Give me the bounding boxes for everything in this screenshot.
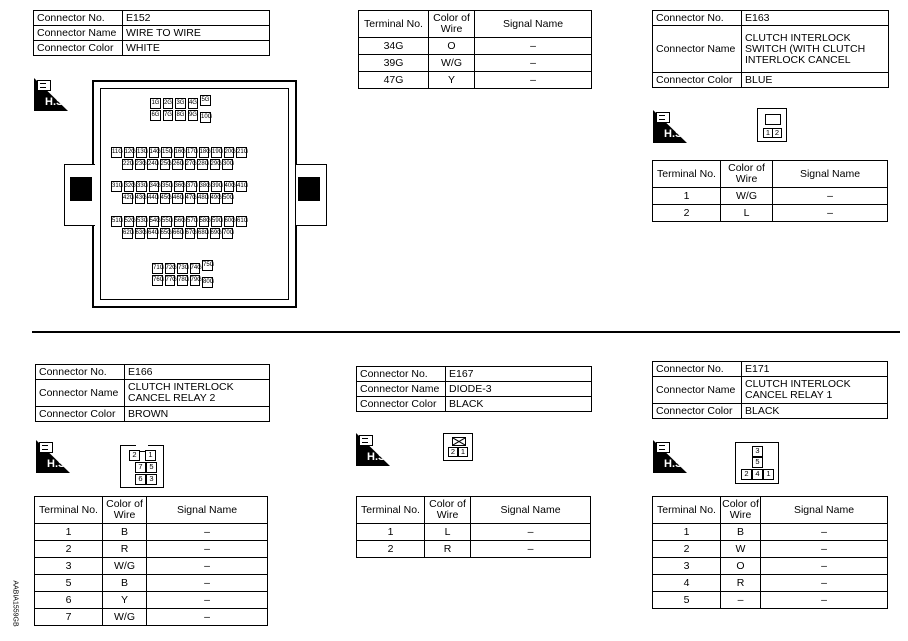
wire-color-cell: Y bbox=[429, 72, 475, 89]
terminal-row bbox=[653, 575, 888, 592]
wire-color-cell: B bbox=[103, 524, 147, 541]
terminal-row bbox=[653, 205, 888, 222]
e152-info-table bbox=[33, 10, 270, 56]
terminal-row bbox=[357, 524, 591, 541]
terminal-no-cell: 34G bbox=[359, 38, 429, 55]
pin-24g: 24G bbox=[147, 159, 158, 170]
pin-46g: 46G bbox=[172, 193, 183, 204]
connector-color-label: Connector Color bbox=[34, 41, 123, 56]
pin-2: 2 bbox=[129, 450, 140, 461]
pin-2: 2 bbox=[448, 447, 458, 457]
pin-19g: 19G bbox=[211, 147, 222, 158]
connector-color-label: Connector Color bbox=[36, 407, 125, 422]
pin-75g: 75G bbox=[202, 260, 213, 271]
connector-lock-right bbox=[298, 177, 320, 201]
pin-58g: 58G bbox=[199, 216, 210, 227]
connector-color-value: WHITE bbox=[123, 41, 270, 56]
terminal-row bbox=[35, 524, 268, 541]
terminal-row bbox=[35, 609, 268, 626]
signal-name-cell: – bbox=[761, 524, 888, 541]
pin-67g: 67G bbox=[185, 228, 196, 239]
pin-52g: 52G bbox=[124, 216, 135, 227]
e163-terminal-table bbox=[652, 160, 888, 222]
connector-color-label: Connector Color bbox=[357, 397, 446, 412]
pin-68g: 68G bbox=[197, 228, 208, 239]
wire-color-cell: Y bbox=[103, 592, 147, 609]
signal-name-header: Signal Name bbox=[773, 161, 888, 188]
pin-39g: 39G bbox=[211, 181, 222, 192]
signal-name-cell: – bbox=[475, 38, 592, 55]
pin-3: 3 bbox=[146, 474, 157, 485]
e166-info-table bbox=[35, 364, 270, 422]
color-of-wire-header: Color of Wire bbox=[103, 497, 147, 524]
signal-name-cell: – bbox=[471, 524, 591, 541]
pin-18g: 18G bbox=[199, 147, 210, 158]
signal-name-cell: – bbox=[475, 55, 592, 72]
signal-name-cell: – bbox=[761, 575, 888, 592]
pin-33g: 33G bbox=[136, 181, 147, 192]
signal-name-cell: – bbox=[147, 609, 268, 626]
pin-17g: 17G bbox=[186, 147, 197, 158]
pin-4: 4 bbox=[752, 469, 763, 480]
terminal-no-header: Terminal No. bbox=[359, 11, 429, 38]
pin-64g: 64G bbox=[147, 228, 158, 239]
pin-45g: 45G bbox=[160, 193, 171, 204]
pin-11g: 11G bbox=[111, 147, 122, 158]
connector-name-value: WIRE TO WIRE bbox=[123, 26, 270, 41]
connector-no-value: E163 bbox=[742, 11, 889, 26]
wire-color-cell: O bbox=[429, 38, 475, 55]
pin-9g: 9G bbox=[188, 110, 199, 121]
signal-name-cell: – bbox=[475, 72, 592, 89]
pin-7: 7 bbox=[135, 462, 146, 473]
terminal-row bbox=[653, 541, 888, 558]
connector-no-label: Connector No. bbox=[36, 365, 125, 380]
pin-25g: 25G bbox=[160, 159, 171, 170]
connector-color-value: BLACK bbox=[742, 404, 888, 419]
pin-1: 1 bbox=[458, 447, 468, 457]
pin-65g: 65G bbox=[160, 228, 171, 239]
wire-color-cell: – bbox=[721, 592, 761, 609]
terminal-no-header: Terminal No. bbox=[653, 497, 721, 524]
pin-55g: 55G bbox=[161, 216, 172, 227]
pin-43g: 43G bbox=[135, 193, 146, 204]
pin-6: 6 bbox=[135, 474, 146, 485]
connector-name-value: CLUTCH INTERLOCK SWITCH (WITH CLUTCH INTERLOCK CANCEL bbox=[742, 26, 889, 73]
pin-57g: 57G bbox=[186, 216, 197, 227]
terminal-no-cell: 47G bbox=[359, 72, 429, 89]
terminal-row bbox=[653, 524, 888, 541]
pin-1: 1 bbox=[145, 450, 156, 461]
terminal-row bbox=[359, 55, 592, 72]
figure-code: AABIA1559GB bbox=[11, 580, 19, 627]
pin-50g: 50G bbox=[222, 193, 233, 204]
pin-5: 5 bbox=[146, 462, 157, 473]
pin-44g: 44G bbox=[147, 193, 158, 204]
pin-32g: 32G bbox=[124, 181, 135, 192]
pin-36g: 36G bbox=[174, 181, 185, 192]
wire-color-cell: B bbox=[721, 524, 761, 541]
pin-5g: 5G bbox=[200, 95, 211, 106]
connector-no-label: Connector No. bbox=[357, 367, 446, 382]
terminal-row bbox=[653, 558, 888, 575]
pin-1: 1 bbox=[763, 128, 773, 138]
terminal-no-cell: 2 bbox=[35, 541, 103, 558]
pin-69g: 69G bbox=[210, 228, 221, 239]
terminal-row bbox=[35, 592, 268, 609]
e163-info-table bbox=[652, 10, 889, 88]
connector-name-label: Connector Name bbox=[36, 380, 125, 407]
signal-name-cell: – bbox=[147, 558, 268, 575]
pin-38g: 38G bbox=[199, 181, 210, 192]
signal-name-header: Signal Name bbox=[475, 11, 592, 38]
terminal-no-header: Terminal No. bbox=[653, 161, 721, 188]
pin-34g: 34G bbox=[149, 181, 160, 192]
color-of-wire-header: Color of Wire bbox=[721, 497, 761, 524]
pin-49g: 49G bbox=[210, 193, 221, 204]
pin-66g: 66G bbox=[172, 228, 183, 239]
pin-13g: 13G bbox=[136, 147, 147, 158]
pin-16g: 16G bbox=[174, 147, 185, 158]
terminal-row bbox=[653, 188, 888, 205]
wire-color-cell: L bbox=[425, 524, 471, 541]
terminal-no-cell: 2 bbox=[653, 205, 721, 222]
signal-name-header: Signal Name bbox=[147, 497, 268, 524]
pin-78g: 78G bbox=[177, 275, 188, 286]
wire-color-cell: O bbox=[721, 558, 761, 575]
e167-terminal-table bbox=[356, 496, 591, 558]
terminal-no-cell: 3 bbox=[35, 558, 103, 575]
pin-28g: 28G bbox=[197, 159, 208, 170]
signal-name-cell: – bbox=[147, 541, 268, 558]
signal-name-cell: – bbox=[761, 558, 888, 575]
signal-name-cell: – bbox=[761, 541, 888, 558]
wire-color-cell: R bbox=[425, 541, 471, 558]
pin-77g: 77G bbox=[165, 275, 176, 286]
terminal-row bbox=[35, 541, 268, 558]
color-of-wire-header: Color of Wire bbox=[721, 161, 773, 188]
pin-29g: 29G bbox=[210, 159, 221, 170]
pin-2: 2 bbox=[741, 469, 752, 480]
connector-name-label: Connector Name bbox=[357, 382, 446, 397]
signal-name-cell: – bbox=[147, 592, 268, 609]
signal-name-cell: – bbox=[773, 188, 888, 205]
terminal-no-cell: 1 bbox=[653, 188, 721, 205]
wire-color-cell: W/G bbox=[103, 558, 147, 575]
connector-color-value: BROWN bbox=[125, 407, 270, 422]
terminal-no-cell: 2 bbox=[357, 541, 425, 558]
connector-face-e163 bbox=[757, 108, 787, 142]
terminal-row bbox=[359, 38, 592, 55]
terminal-no-cell: 1 bbox=[653, 524, 721, 541]
pin-2: 2 bbox=[772, 128, 782, 138]
connector-face-e171 bbox=[735, 442, 779, 484]
terminal-no-cell: 6 bbox=[35, 592, 103, 609]
pin-37g: 37G bbox=[186, 181, 197, 192]
wire-color-cell: R bbox=[103, 541, 147, 558]
terminal-row bbox=[35, 575, 268, 592]
connector-no-value: E166 bbox=[125, 365, 270, 380]
pin-56g: 56G bbox=[174, 216, 185, 227]
connector-no-value: E152 bbox=[123, 11, 270, 26]
hs-icon: H.S. bbox=[34, 78, 68, 111]
pin-63g: 63G bbox=[135, 228, 146, 239]
wire-color-cell: L bbox=[721, 205, 773, 222]
e171-terminal-table bbox=[652, 496, 888, 609]
hs-icon: H.S. bbox=[653, 110, 687, 143]
signal-name-cell: – bbox=[147, 575, 268, 592]
pin-70g: 70G bbox=[222, 228, 233, 239]
pin-40g: 40G bbox=[224, 181, 235, 192]
connector-no-label: Connector No. bbox=[653, 362, 742, 377]
terminal-row bbox=[653, 592, 888, 609]
wire-color-cell: W/G bbox=[429, 55, 475, 72]
pin-73g: 73G bbox=[177, 263, 188, 274]
connector-name-value: DIODE-3 bbox=[446, 382, 592, 397]
terminal-no-cell: 39G bbox=[359, 55, 429, 72]
terminal-no-header: Terminal No. bbox=[35, 497, 103, 524]
wire-color-cell: R bbox=[721, 575, 761, 592]
section-divider bbox=[32, 331, 900, 333]
pin-10g: 10G bbox=[200, 112, 211, 123]
pin-74g: 74G bbox=[190, 263, 201, 274]
pin-20g: 20G bbox=[224, 147, 235, 158]
terminal-no-cell: 4 bbox=[653, 575, 721, 592]
pin-47g: 47G bbox=[185, 193, 196, 204]
pin-59g: 59G bbox=[211, 216, 222, 227]
pin-2g: 2G bbox=[163, 98, 174, 109]
signal-name-cell: – bbox=[147, 524, 268, 541]
terminal-no-cell: 2 bbox=[653, 541, 721, 558]
connector-name-label: Connector Name bbox=[34, 26, 123, 41]
signal-name-header: Signal Name bbox=[761, 497, 888, 524]
connector-name-label: Connector Name bbox=[653, 377, 742, 404]
connector-name-value: CLUTCH INTERLOCK CANCEL RELAY 1 bbox=[742, 377, 888, 404]
pin-62g: 62G bbox=[122, 228, 133, 239]
terminal-no-header: Terminal No. bbox=[357, 497, 425, 524]
e171-info-table bbox=[652, 361, 888, 419]
pin-6g: 6G bbox=[150, 110, 161, 121]
pin-7g: 7G bbox=[163, 110, 174, 121]
pin-76g: 76G bbox=[152, 275, 163, 286]
connector-name-value: CLUTCH INTERLOCK CANCEL RELAY 2 bbox=[125, 380, 270, 407]
hs-icon: H.S. bbox=[356, 433, 390, 466]
pin-72g: 72G bbox=[165, 263, 176, 274]
terminal-no-cell: 3 bbox=[653, 558, 721, 575]
hs-icon: H.S. bbox=[36, 440, 70, 473]
pin-53g: 53G bbox=[136, 216, 147, 227]
signal-name-cell: – bbox=[761, 592, 888, 609]
pin-79g: 79G bbox=[190, 275, 201, 286]
e167-info-table bbox=[356, 366, 592, 412]
color-of-wire-header: Color of Wire bbox=[429, 11, 475, 38]
pin-80g: 80G bbox=[202, 277, 213, 288]
pin-21g: 21G bbox=[236, 147, 247, 158]
connector-face-e167 bbox=[443, 433, 473, 461]
wire-color-cell: B bbox=[103, 575, 147, 592]
connector-name-label: Connector Name bbox=[653, 26, 742, 73]
connector-face-e166 bbox=[120, 445, 164, 488]
connector-color-label: Connector Color bbox=[653, 404, 742, 419]
wire-color-cell: W/G bbox=[103, 609, 147, 626]
connector-color-value: BLUE bbox=[742, 73, 889, 88]
pin-23g: 23G bbox=[135, 159, 146, 170]
terminal-row bbox=[35, 558, 268, 575]
pin-1: 1 bbox=[763, 469, 774, 480]
e152-terminal-table bbox=[358, 10, 592, 89]
connector-no-label: Connector No. bbox=[34, 11, 123, 26]
terminal-row bbox=[359, 72, 592, 89]
pin-71g: 71G bbox=[152, 263, 163, 274]
pin-3: 3 bbox=[752, 446, 763, 457]
connector-no-value: E167 bbox=[446, 367, 592, 382]
pin-30g: 30G bbox=[222, 159, 233, 170]
pin-1g: 1G bbox=[150, 98, 161, 109]
wire-color-cell: W/G bbox=[721, 188, 773, 205]
signal-name-header: Signal Name bbox=[471, 497, 591, 524]
terminal-no-cell: 7 bbox=[35, 609, 103, 626]
terminal-no-cell: 1 bbox=[35, 524, 103, 541]
color-of-wire-header: Color of Wire bbox=[425, 497, 471, 524]
pin-60g: 60G bbox=[224, 216, 235, 227]
connector-lock-left bbox=[70, 177, 92, 201]
pin-51g: 51G bbox=[111, 216, 122, 227]
terminal-no-cell: 1 bbox=[357, 524, 425, 541]
hs-icon: H.S. bbox=[653, 440, 687, 473]
pin-5: 5 bbox=[752, 457, 763, 468]
pin-15g: 15G bbox=[161, 147, 172, 158]
pin-4g: 4G bbox=[188, 98, 199, 109]
pin-14g: 14G bbox=[149, 147, 160, 158]
diode-symbol-icon bbox=[452, 437, 466, 446]
signal-name-cell: – bbox=[773, 205, 888, 222]
e166-terminal-table bbox=[34, 496, 268, 626]
connector-no-value: E171 bbox=[742, 362, 888, 377]
pin-35g: 35G bbox=[161, 181, 172, 192]
connector-color-label: Connector Color bbox=[653, 73, 742, 88]
pin-54g: 54G bbox=[149, 216, 160, 227]
pin-12g: 12G bbox=[124, 147, 135, 158]
pin-41g: 41G bbox=[236, 181, 247, 192]
pin-48g: 48G bbox=[197, 193, 208, 204]
wire-color-cell: W bbox=[721, 541, 761, 558]
pin-31g: 31G bbox=[111, 181, 122, 192]
connector-color-value: BLACK bbox=[446, 397, 592, 412]
terminal-row bbox=[357, 541, 591, 558]
terminal-no-cell: 5 bbox=[653, 592, 721, 609]
pin-61g: 61G bbox=[236, 216, 247, 227]
pin-26g: 26G bbox=[172, 159, 183, 170]
signal-name-cell: – bbox=[471, 541, 591, 558]
pin-27g: 27G bbox=[185, 159, 196, 170]
pin-3g: 3G bbox=[175, 98, 186, 109]
terminal-no-cell: 5 bbox=[35, 575, 103, 592]
pin-42g: 42G bbox=[122, 193, 133, 204]
pin-8g: 8G bbox=[175, 110, 186, 121]
pin-22g: 22G bbox=[122, 159, 133, 170]
connector-no-label: Connector No. bbox=[653, 11, 742, 26]
